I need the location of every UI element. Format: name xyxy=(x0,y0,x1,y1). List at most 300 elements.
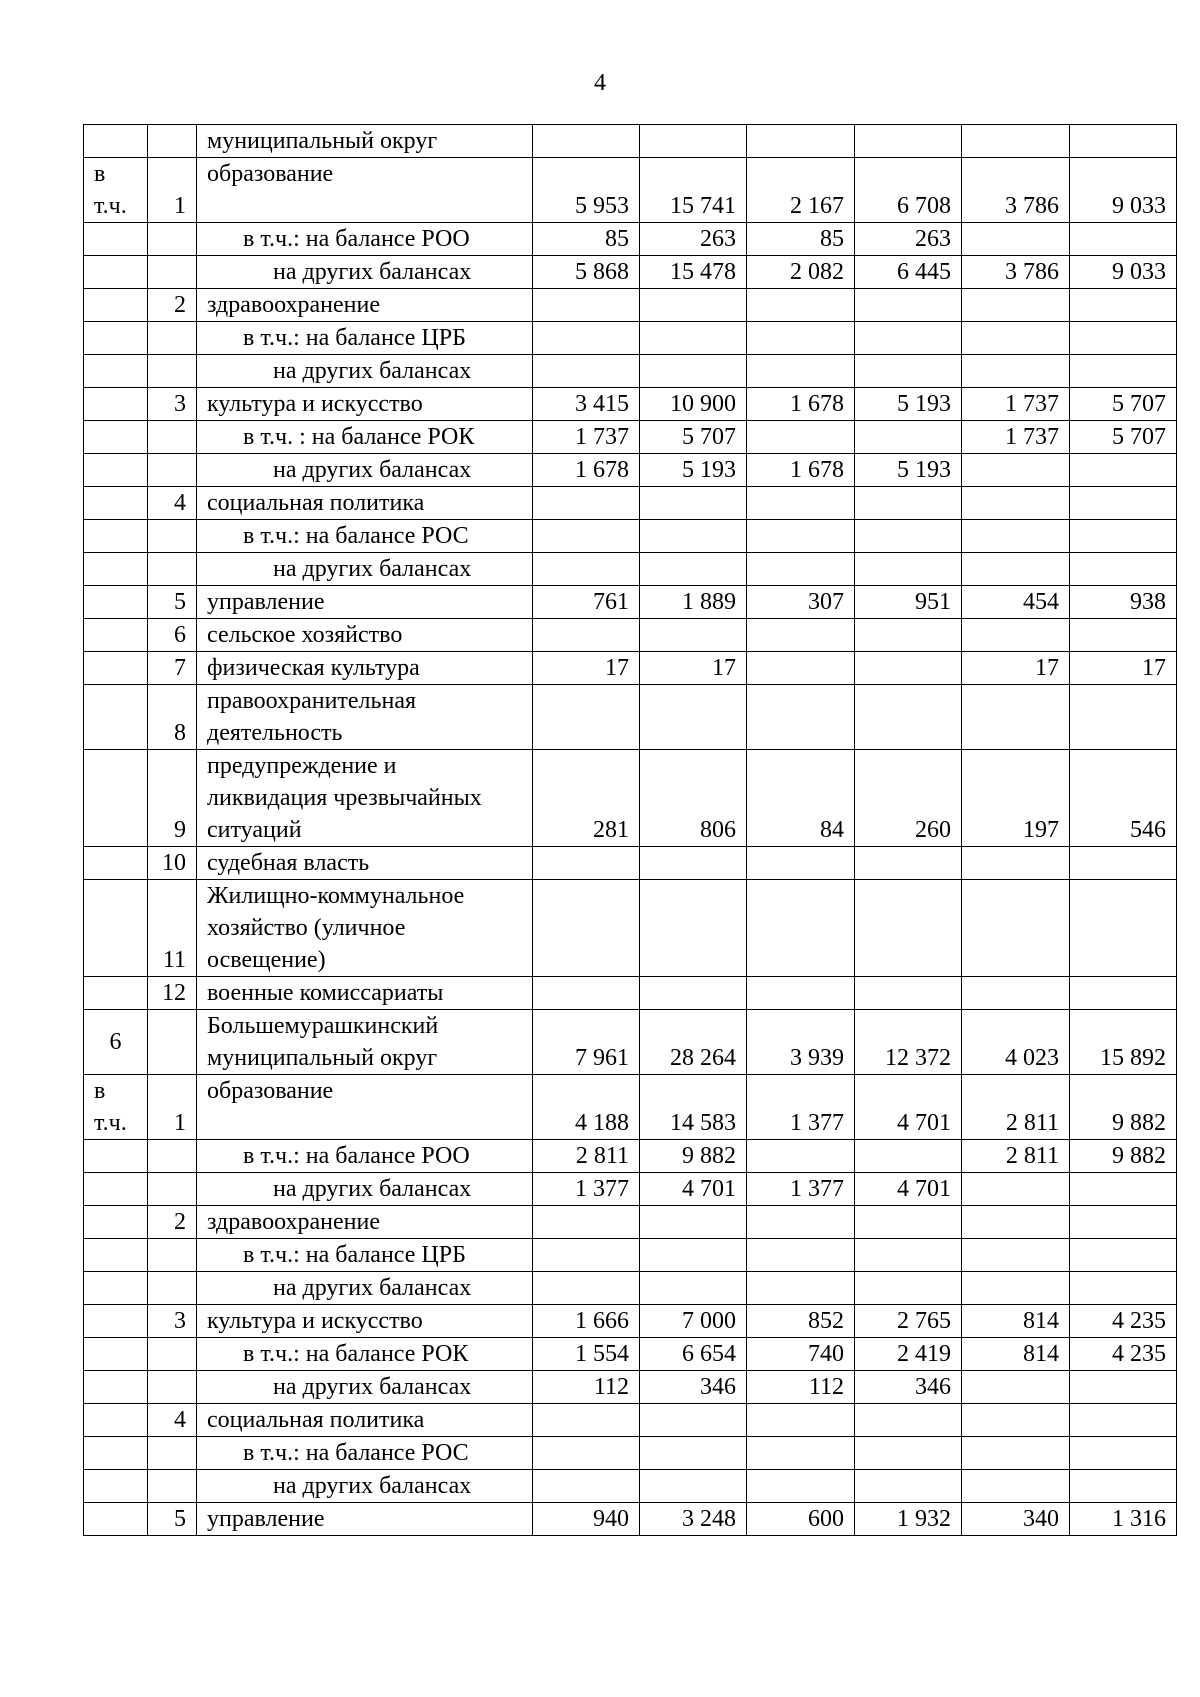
item-number-cell: 4 xyxy=(148,1404,197,1437)
value-cell xyxy=(855,355,962,388)
value-cell: 9 882 xyxy=(640,1140,747,1173)
value-cell: 3 415 xyxy=(533,388,640,421)
value-cell xyxy=(640,520,747,553)
table-row xyxy=(84,1173,1177,1206)
value-cell xyxy=(747,1437,855,1470)
table-row xyxy=(84,158,1177,223)
value-cell xyxy=(855,1272,962,1305)
value-cell xyxy=(1070,1239,1177,1272)
item-name-cell: Большемурашкинский муниципальный округ xyxy=(197,1010,533,1075)
value-cell: 340 xyxy=(962,1503,1070,1536)
group-cell xyxy=(84,322,148,355)
value-cell xyxy=(1070,1470,1177,1503)
value-cell xyxy=(962,1206,1070,1239)
table-row xyxy=(84,1239,1177,1272)
value-cell xyxy=(1070,520,1177,553)
value-cell xyxy=(747,421,855,454)
table-row xyxy=(84,322,1177,355)
value-cell: 2 811 xyxy=(962,1075,1070,1140)
group-cell xyxy=(84,685,148,750)
value-cell: 814 xyxy=(962,1305,1070,1338)
value-cell: 112 xyxy=(747,1371,855,1404)
item-name-cell: судебная власть xyxy=(197,847,533,880)
item-name-cell: предупреждение и ликвидация чрезвычайных ситуаций xyxy=(197,750,533,847)
value-cell: 1 377 xyxy=(747,1075,855,1140)
table-row xyxy=(84,1338,1177,1371)
value-cell xyxy=(747,553,855,586)
value-cell: 14 583 xyxy=(640,1075,747,1140)
value-cell xyxy=(533,1470,640,1503)
table-row xyxy=(84,1371,1177,1404)
value-cell: 5 707 xyxy=(640,421,747,454)
group-cell xyxy=(84,553,148,586)
value-cell xyxy=(747,652,855,685)
item-name-cell: в т.ч.: на балансе ЦРБ xyxy=(197,322,533,355)
table-row xyxy=(84,1305,1177,1338)
group-cell xyxy=(84,977,148,1010)
value-cell xyxy=(533,355,640,388)
item-number-cell xyxy=(148,256,197,289)
value-cell xyxy=(747,619,855,652)
value-cell xyxy=(747,977,855,1010)
table-row xyxy=(84,388,1177,421)
group-cell xyxy=(84,1338,148,1371)
value-cell xyxy=(1070,619,1177,652)
group-cell xyxy=(84,1437,148,1470)
budget-table xyxy=(83,124,1177,1536)
value-cell: 1 678 xyxy=(533,454,640,487)
value-cell: 9 882 xyxy=(1070,1075,1177,1140)
item-name-cell: в т.ч. : на балансе РОК xyxy=(197,421,533,454)
group-cell: в т.ч. xyxy=(84,158,148,223)
value-cell xyxy=(640,487,747,520)
item-number-cell xyxy=(148,1371,197,1404)
value-cell xyxy=(1070,355,1177,388)
item-name-cell: в т.ч.: на балансе РОО xyxy=(197,1140,533,1173)
value-cell xyxy=(855,487,962,520)
group-cell xyxy=(84,1503,148,1536)
value-cell: 5 707 xyxy=(1070,388,1177,421)
value-cell xyxy=(855,880,962,977)
value-cell: 1 377 xyxy=(533,1173,640,1206)
value-cell xyxy=(640,289,747,322)
group-cell xyxy=(84,487,148,520)
value-cell: 806 xyxy=(640,750,747,847)
value-cell xyxy=(747,520,855,553)
value-cell xyxy=(1070,289,1177,322)
value-cell xyxy=(533,1404,640,1437)
value-cell xyxy=(640,847,747,880)
value-cell xyxy=(640,1206,747,1239)
value-cell: 951 xyxy=(855,586,962,619)
value-cell xyxy=(533,1272,640,1305)
item-number-cell xyxy=(148,1010,197,1075)
value-cell xyxy=(855,685,962,750)
value-cell xyxy=(1070,1272,1177,1305)
value-cell: 17 xyxy=(962,652,1070,685)
table-row xyxy=(84,487,1177,520)
value-cell: 15 478 xyxy=(640,256,747,289)
value-cell xyxy=(962,223,1070,256)
group-cell xyxy=(84,355,148,388)
item-name-cell: сельское хозяйство xyxy=(197,619,533,652)
value-cell: 6 654 xyxy=(640,1338,747,1371)
item-name-cell: Жилищно-коммунальное хозяйство (уличное освещение) xyxy=(197,880,533,977)
item-name-cell: на других балансах xyxy=(197,256,533,289)
value-cell xyxy=(962,289,1070,322)
table-row xyxy=(84,1470,1177,1503)
value-cell: 5 193 xyxy=(640,454,747,487)
item-name-cell: в т.ч.: на балансе ЦРБ xyxy=(197,1239,533,1272)
value-cell xyxy=(1070,487,1177,520)
item-number-cell xyxy=(148,322,197,355)
value-cell xyxy=(533,977,640,1010)
value-cell xyxy=(855,421,962,454)
value-cell: 5 193 xyxy=(855,454,962,487)
group-cell xyxy=(84,454,148,487)
item-number-cell: 9 xyxy=(148,750,197,847)
value-cell xyxy=(640,685,747,750)
item-number-cell: 10 xyxy=(148,847,197,880)
item-number-cell xyxy=(148,1173,197,1206)
value-cell xyxy=(640,1470,747,1503)
item-number-cell xyxy=(148,520,197,553)
value-cell: 454 xyxy=(962,586,1070,619)
value-cell: 260 xyxy=(855,750,962,847)
value-cell: 7 000 xyxy=(640,1305,747,1338)
table-row xyxy=(84,421,1177,454)
item-number-cell xyxy=(148,1239,197,1272)
value-cell: 6 445 xyxy=(855,256,962,289)
value-cell xyxy=(640,1404,747,1437)
item-number-cell xyxy=(148,223,197,256)
value-cell xyxy=(747,355,855,388)
group-cell xyxy=(84,1404,148,1437)
item-name-cell: на других балансах xyxy=(197,1272,533,1305)
value-cell: 28 264 xyxy=(640,1010,747,1075)
value-cell xyxy=(962,1239,1070,1272)
value-cell xyxy=(855,553,962,586)
value-cell xyxy=(962,1470,1070,1503)
value-cell xyxy=(962,454,1070,487)
value-cell xyxy=(640,977,747,1010)
value-cell xyxy=(962,1404,1070,1437)
value-cell xyxy=(962,487,1070,520)
value-cell xyxy=(855,1206,962,1239)
value-cell xyxy=(533,322,640,355)
value-cell: 940 xyxy=(533,1503,640,1536)
value-cell xyxy=(533,553,640,586)
item-name-cell: социальная политика xyxy=(197,1404,533,1437)
value-cell: 263 xyxy=(640,223,747,256)
item-number-cell xyxy=(148,355,197,388)
value-cell: 3 939 xyxy=(747,1010,855,1075)
value-cell xyxy=(1070,1404,1177,1437)
value-cell: 1 377 xyxy=(747,1173,855,1206)
item-name-cell: в т.ч.: на балансе РОО xyxy=(197,223,533,256)
value-cell: 4 701 xyxy=(855,1075,962,1140)
value-cell xyxy=(1070,1206,1177,1239)
group-cell: 6 xyxy=(84,1010,148,1075)
table-row xyxy=(84,685,1177,750)
value-cell xyxy=(747,1470,855,1503)
value-cell: 9 033 xyxy=(1070,256,1177,289)
value-cell: 4 188 xyxy=(533,1075,640,1140)
group-cell xyxy=(84,520,148,553)
value-cell: 5 953 xyxy=(533,158,640,223)
table-row xyxy=(84,520,1177,553)
value-cell: 263 xyxy=(855,223,962,256)
value-cell: 15 741 xyxy=(640,158,747,223)
item-number-cell: 8 xyxy=(148,685,197,750)
item-name-cell: образование xyxy=(197,1075,533,1140)
item-name-cell: на других балансах xyxy=(197,1173,533,1206)
value-cell xyxy=(1070,322,1177,355)
value-cell: 9 882 xyxy=(1070,1140,1177,1173)
table-row xyxy=(84,1272,1177,1305)
item-name-cell: социальная политика xyxy=(197,487,533,520)
item-number-cell: 7 xyxy=(148,652,197,685)
group-cell xyxy=(84,1206,148,1239)
value-cell xyxy=(747,487,855,520)
item-name-cell: военные комиссариаты xyxy=(197,977,533,1010)
item-number-cell: 5 xyxy=(148,586,197,619)
group-cell xyxy=(84,1470,148,1503)
group-cell xyxy=(84,256,148,289)
group-cell xyxy=(84,125,148,158)
value-cell: 5 868 xyxy=(533,256,640,289)
value-cell xyxy=(962,685,1070,750)
group-cell xyxy=(84,289,148,322)
value-cell xyxy=(962,553,1070,586)
value-cell: 1 737 xyxy=(533,421,640,454)
value-cell xyxy=(855,1437,962,1470)
value-cell: 4 701 xyxy=(855,1173,962,1206)
item-name-cell: в т.ч.: на балансе РОК xyxy=(197,1338,533,1371)
table-row xyxy=(84,1206,1177,1239)
item-number-cell: 1 xyxy=(148,1075,197,1140)
item-number-cell xyxy=(148,1470,197,1503)
value-cell: 1 666 xyxy=(533,1305,640,1338)
item-name-cell: на других балансах xyxy=(197,454,533,487)
value-cell: 761 xyxy=(533,586,640,619)
value-cell: 197 xyxy=(962,750,1070,847)
value-cell xyxy=(855,520,962,553)
value-cell xyxy=(533,1206,640,1239)
group-cell xyxy=(84,1140,148,1173)
value-cell xyxy=(855,847,962,880)
value-cell xyxy=(962,1173,1070,1206)
value-cell xyxy=(1070,1437,1177,1470)
value-cell xyxy=(1070,847,1177,880)
value-cell: 85 xyxy=(533,223,640,256)
value-cell xyxy=(1070,880,1177,977)
value-cell xyxy=(533,1239,640,1272)
value-cell: 85 xyxy=(747,223,855,256)
value-cell xyxy=(962,880,1070,977)
value-cell: 1 737 xyxy=(962,421,1070,454)
item-name-cell: на других балансах xyxy=(197,1371,533,1404)
value-cell xyxy=(962,619,1070,652)
table-row xyxy=(84,289,1177,322)
value-cell: 307 xyxy=(747,586,855,619)
value-cell xyxy=(747,1206,855,1239)
value-cell xyxy=(640,125,747,158)
value-cell: 17 xyxy=(640,652,747,685)
value-cell xyxy=(855,125,962,158)
value-cell xyxy=(962,125,1070,158)
table-row xyxy=(84,355,1177,388)
item-number-cell: 12 xyxy=(148,977,197,1010)
table-row xyxy=(84,1075,1177,1140)
group-cell xyxy=(84,880,148,977)
table-row xyxy=(84,1010,1177,1075)
group-cell: в т.ч. xyxy=(84,1075,148,1140)
table-row xyxy=(84,256,1177,289)
item-number-cell xyxy=(148,1140,197,1173)
value-cell xyxy=(747,1272,855,1305)
value-cell xyxy=(855,1470,962,1503)
value-cell xyxy=(747,322,855,355)
item-name-cell: культура и искусство xyxy=(197,388,533,421)
value-cell xyxy=(747,847,855,880)
item-number-cell xyxy=(148,1437,197,1470)
value-cell xyxy=(533,487,640,520)
value-cell xyxy=(747,685,855,750)
value-cell xyxy=(747,125,855,158)
table-row xyxy=(84,586,1177,619)
value-cell xyxy=(640,1437,747,1470)
value-cell xyxy=(640,1272,747,1305)
table-row xyxy=(84,553,1177,586)
value-cell xyxy=(533,520,640,553)
table-row xyxy=(84,652,1177,685)
value-cell: 1 678 xyxy=(747,388,855,421)
value-cell: 15 892 xyxy=(1070,1010,1177,1075)
value-cell: 1 678 xyxy=(747,454,855,487)
value-cell: 938 xyxy=(1070,586,1177,619)
table-row xyxy=(84,880,1177,977)
group-cell xyxy=(84,1272,148,1305)
item-number-cell xyxy=(148,1272,197,1305)
value-cell xyxy=(640,553,747,586)
value-cell xyxy=(640,1239,747,1272)
value-cell xyxy=(1070,977,1177,1010)
group-cell xyxy=(84,421,148,454)
value-cell: 600 xyxy=(747,1503,855,1536)
value-cell xyxy=(533,619,640,652)
value-cell xyxy=(962,322,1070,355)
item-name-cell: физическая культура xyxy=(197,652,533,685)
value-cell xyxy=(962,1371,1070,1404)
table-row xyxy=(84,750,1177,847)
value-cell: 346 xyxy=(640,1371,747,1404)
value-cell xyxy=(533,880,640,977)
value-cell xyxy=(855,322,962,355)
item-number-cell xyxy=(148,125,197,158)
item-name-cell: на других балансах xyxy=(197,355,533,388)
item-number-cell: 3 xyxy=(148,388,197,421)
value-cell xyxy=(747,1140,855,1173)
item-number-cell xyxy=(148,421,197,454)
value-cell: 2 811 xyxy=(962,1140,1070,1173)
value-cell: 2 419 xyxy=(855,1338,962,1371)
value-cell xyxy=(640,619,747,652)
table-row xyxy=(84,619,1177,652)
page-number: 4 xyxy=(594,70,606,96)
table-row xyxy=(84,1140,1177,1173)
table-row xyxy=(84,454,1177,487)
table-row xyxy=(84,223,1177,256)
value-cell xyxy=(533,125,640,158)
value-cell xyxy=(1070,1173,1177,1206)
table-row xyxy=(84,1404,1177,1437)
table-row xyxy=(84,125,1177,158)
value-cell xyxy=(640,355,747,388)
table-row xyxy=(84,977,1177,1010)
value-cell: 4 235 xyxy=(1070,1338,1177,1371)
value-cell xyxy=(855,977,962,1010)
value-cell xyxy=(855,1404,962,1437)
value-cell xyxy=(962,355,1070,388)
value-cell xyxy=(640,880,747,977)
group-cell xyxy=(84,619,148,652)
value-cell xyxy=(640,322,747,355)
value-cell xyxy=(1070,1371,1177,1404)
item-number-cell: 2 xyxy=(148,289,197,322)
value-cell: 84 xyxy=(747,750,855,847)
item-name-cell: управление xyxy=(197,586,533,619)
table-row xyxy=(84,847,1177,880)
value-cell xyxy=(962,520,1070,553)
item-number-cell: 3 xyxy=(148,1305,197,1338)
item-number-cell: 6 xyxy=(148,619,197,652)
group-cell xyxy=(84,652,148,685)
value-cell xyxy=(962,847,1070,880)
group-cell xyxy=(84,586,148,619)
value-cell: 1 932 xyxy=(855,1503,962,1536)
value-cell xyxy=(962,977,1070,1010)
value-cell xyxy=(855,619,962,652)
value-cell: 5 193 xyxy=(855,388,962,421)
value-cell: 3 786 xyxy=(962,256,1070,289)
group-cell xyxy=(84,388,148,421)
value-cell xyxy=(747,289,855,322)
value-cell: 6 708 xyxy=(855,158,962,223)
value-cell: 4 701 xyxy=(640,1173,747,1206)
group-cell xyxy=(84,1305,148,1338)
item-name-cell: управление xyxy=(197,1503,533,1536)
value-cell xyxy=(855,289,962,322)
value-cell xyxy=(1070,454,1177,487)
group-cell xyxy=(84,1173,148,1206)
item-name-cell: образование xyxy=(197,158,533,223)
value-cell: 17 xyxy=(1070,652,1177,685)
value-cell xyxy=(1070,223,1177,256)
group-cell xyxy=(84,1371,148,1404)
value-cell xyxy=(747,1404,855,1437)
item-number-cell: 5 xyxy=(148,1503,197,1536)
value-cell: 1 889 xyxy=(640,586,747,619)
value-cell xyxy=(533,289,640,322)
value-cell: 281 xyxy=(533,750,640,847)
item-number-cell xyxy=(148,1338,197,1371)
value-cell: 546 xyxy=(1070,750,1177,847)
value-cell: 740 xyxy=(747,1338,855,1371)
value-cell: 10 900 xyxy=(640,388,747,421)
value-cell: 4 235 xyxy=(1070,1305,1177,1338)
item-name-cell: на других балансах xyxy=(197,1470,533,1503)
